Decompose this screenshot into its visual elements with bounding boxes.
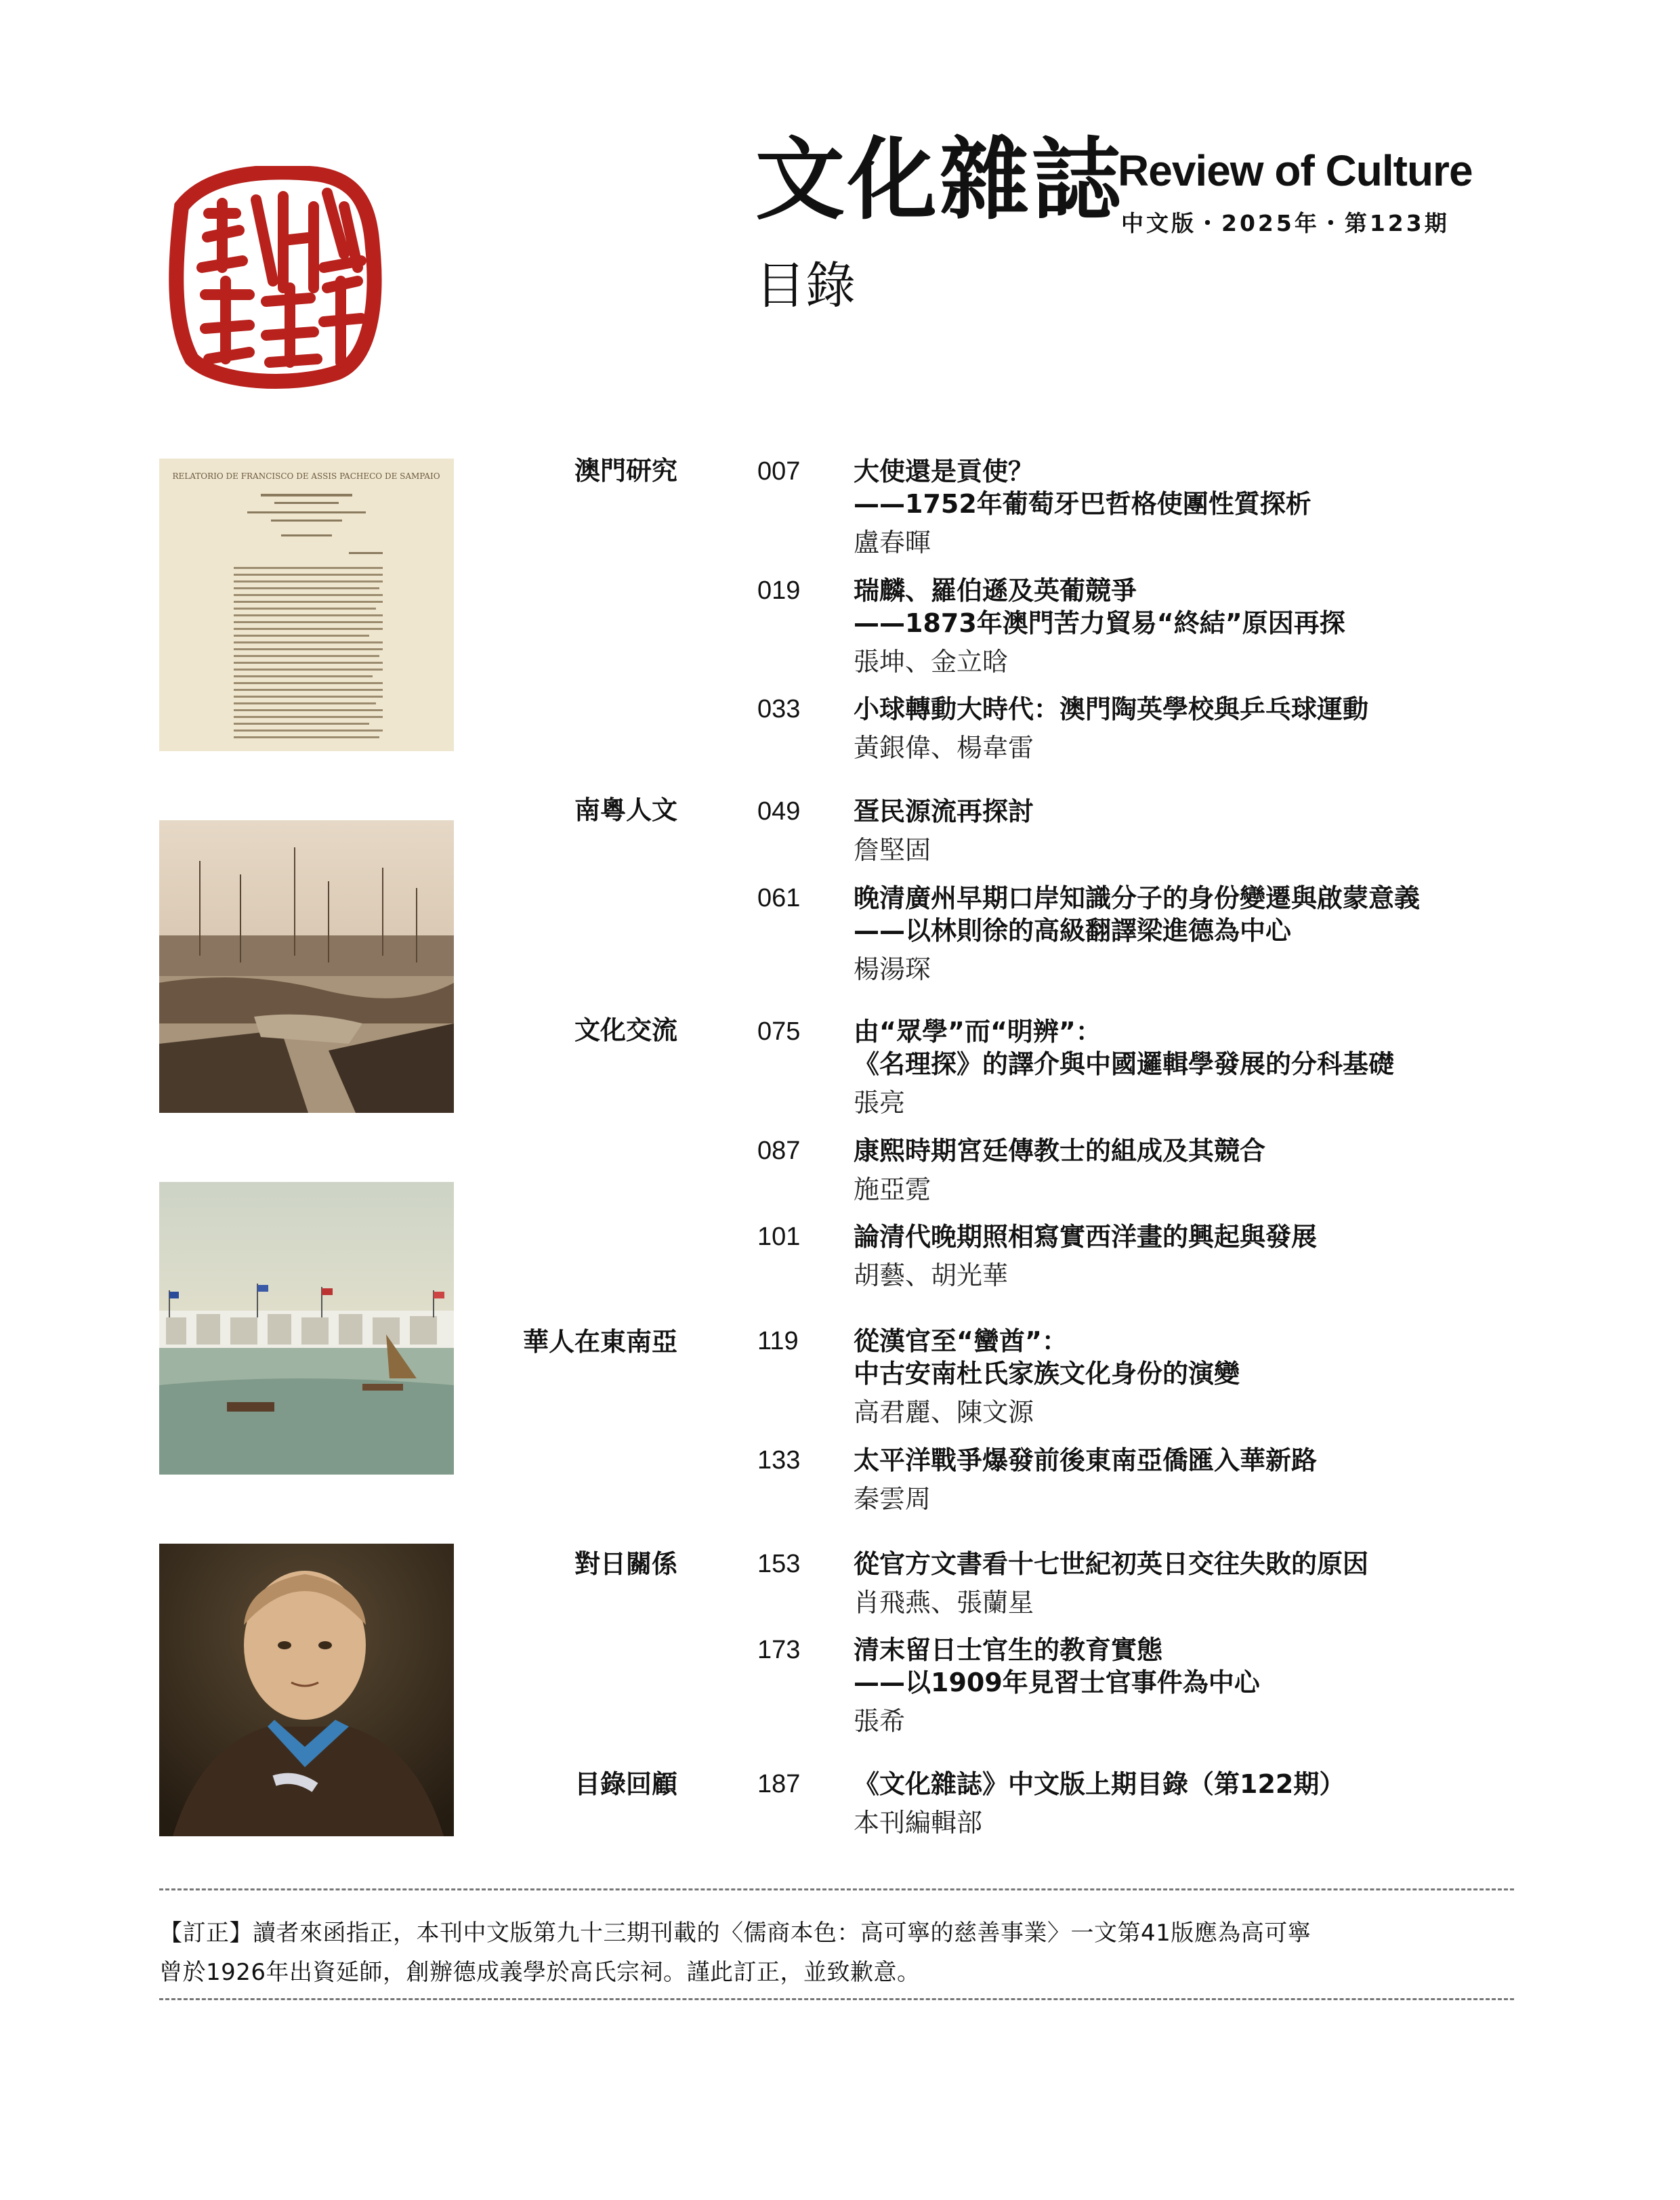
entry-author: 胡藝、胡光華: [854, 1261, 1009, 1290]
entry-page-number: 019: [757, 576, 801, 605]
entry-author: 施亞霓: [854, 1175, 931, 1204]
entry-title: 小球轉動大時代：澳門陶英學校與乒乓球運動: [854, 694, 1369, 724]
entry-page-number: 049: [757, 797, 801, 826]
entry-title: 從官方文書看十七世紀初英日交往失敗的原因: [854, 1549, 1369, 1579]
entry-page-number: 075: [757, 1017, 801, 1046]
entry-author: 本刊編輯部: [854, 1808, 983, 1838]
entry-author: 秦雲周: [854, 1484, 931, 1514]
entry-author: 詹堅固: [854, 835, 931, 865]
section-label-japan-relations: 對日關係: [574, 1549, 677, 1579]
entry-author: 肖飛燕、張蘭星: [854, 1588, 1034, 1617]
entry-title: 由“眾學”而“明辨”： 《名理探》的譯介與中國邏輯學發展的分科基礎: [854, 1017, 1395, 1079]
divider-bottom: [159, 1998, 1514, 2000]
entry-page-number: 153: [757, 1550, 801, 1578]
entry-title: 從漢官至“蠻酋”： 中古安南杜氏家族文化身份的演變: [854, 1326, 1240, 1389]
entry-title: 疍民源流再探討: [854, 797, 1034, 826]
section-label-macau-studies: 澳門研究: [574, 456, 677, 486]
entry-title: 大使還是貢使？ ——1752年葡萄牙巴哲格使團性質探析: [854, 457, 1311, 519]
entry-author: 楊湯琛: [854, 954, 931, 984]
entry-title: 康熙時期宮廷傳教士的組成及其競合: [854, 1136, 1266, 1166]
entry-page-number: 087: [757, 1137, 801, 1165]
entry-title: 晚清廣州早期口岸知識分子的身份變遷與啟蒙意義 ——以林則徐的高級翻譯梁進德為中心: [854, 883, 1421, 946]
entry-title: 清末留日士官生的教育實態 ——以1909年見習士官事件為中心: [854, 1635, 1260, 1697]
divider-top: [159, 1888, 1514, 1890]
section-label-south-guangdong: 南粵人文: [574, 795, 677, 825]
entry-page-number: 187: [757, 1770, 801, 1798]
entry-author: 黃銀偉、楊韋雷: [854, 733, 1034, 763]
entry-author: 張希: [854, 1706, 906, 1736]
entry-author: 高君麗、陳文源: [854, 1397, 1034, 1427]
entry-author: 張亮: [854, 1088, 906, 1118]
seal-logo: [154, 166, 385, 389]
section-label-chinese-southeast-asia: 華人在東南亞: [522, 1327, 677, 1357]
masthead-title-en: Review of Culture: [1118, 146, 1473, 195]
toc-heading: 目錄: [755, 257, 856, 315]
entry-page-number: 173: [757, 1636, 801, 1664]
entry-author: 盧春暉: [854, 528, 931, 557]
entry-page-number: 119: [757, 1327, 799, 1355]
masthead-edition: 中文版・2025年・第123期: [1121, 210, 1450, 236]
photo-canton-harbour-boats: [159, 820, 454, 1113]
entry-page-number: 061: [757, 884, 801, 912]
correction-note: 【訂正】讀者來函指正，本刊中文版第九十三期刊載的〈儒商本色：高可寧的慈善事業〉一文第41版應為高可寧 曾於1926年出資延師，創辦德成義學於高氏宗祠。謹此訂正，並致歉意。: [159, 1920, 1311, 1986]
relatorio-caption: RELATORIO DE FRANCISCO DE ASSIS PACHECO DE SAMPAIO: [172, 471, 440, 481]
entry-page-number: 007: [757, 457, 801, 486]
masthead-title-zh: 文化雜誌: [755, 128, 1124, 232]
entry-title: 太平洋戰爭爆發前後東南亞僑匯入華新路: [854, 1445, 1318, 1475]
entry-page-number: 033: [757, 695, 801, 723]
section-label-cultural-exchange: 文化交流: [574, 1015, 677, 1045]
entry-title: 論清代晚期照相寫實西洋畫的興起與發展: [854, 1222, 1318, 1252]
entry-author: 張坤、金立晗: [854, 647, 1009, 677]
entry-page-number: 101: [757, 1223, 801, 1251]
entry-page-number: 133: [757, 1446, 801, 1475]
photo-relatorio-document: [159, 459, 454, 751]
entry-title: 《文化雜誌》中文版上期目錄（第122期）: [854, 1769, 1345, 1799]
entry-title: 瑞麟、羅伯遜及英葡競爭 ——1873年澳門苦力貿易“終結”原因再探: [854, 576, 1345, 638]
photo-hongs-waterfront-painting: [159, 1182, 454, 1475]
section-label-toc-review: 目錄回顧: [574, 1769, 677, 1799]
